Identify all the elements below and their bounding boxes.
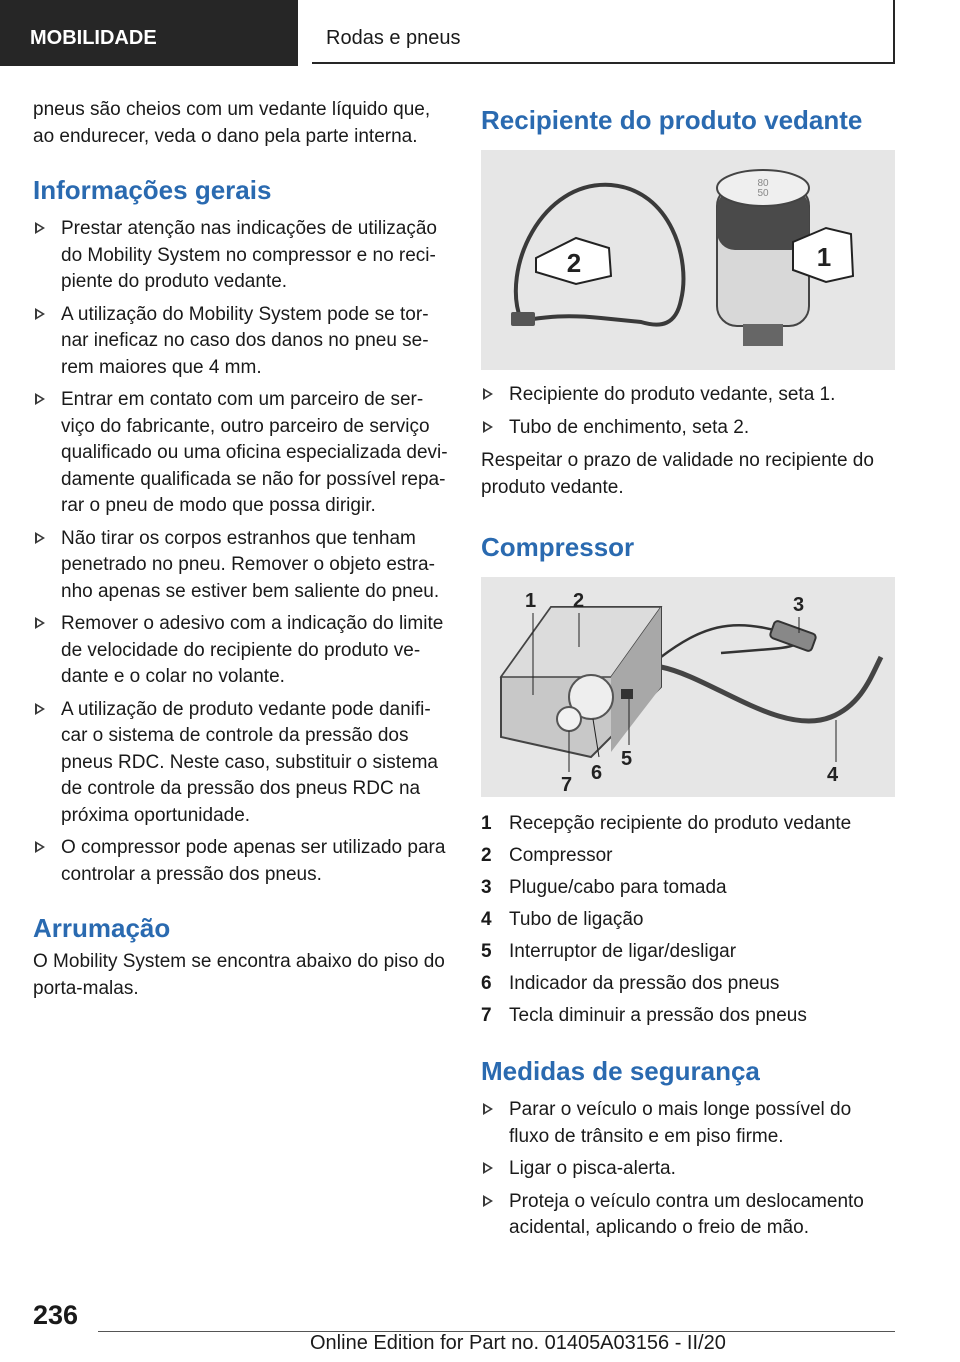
bullet-triangle-icon [35, 617, 45, 629]
safety-list [481, 1097, 896, 1242]
sealant-container-illustration [481, 150, 895, 370]
bullet-triangle-icon [483, 1103, 493, 1115]
list-item: A utilização do Mobility System pode se tornar ineficaz no caso dos danos no pneu serem maiores que 4 mm. [33, 302, 448, 382]
intro-paragraph: pneus são cheios com um vedante líquido que, ao endurecer, veda o dano pela parte interna. [33, 99, 431, 147]
bullet-triangle-icon [483, 388, 493, 400]
list-item: 5 Interruptor de ligar/desligar [481, 941, 737, 962]
bullet-triangle-icon [35, 703, 45, 715]
footer-edition: Online Edition for Part no. 01405A03156 - II/20 [310, 1332, 726, 1354]
sealant-container-figure [481, 150, 895, 370]
callout-7-label: 7 [561, 774, 573, 796]
list-item: 4 Tubo de ligação [481, 909, 644, 930]
callout-1-label: 1 [525, 590, 537, 612]
chapter-tab [312, 0, 895, 64]
list-item: Proteja o veículo contra um deslocamento acidental, aplicando o freio de mão. [481, 1189, 896, 1242]
list-item: Não tirar os corpos estranhos que tenham penetrado no pneu. Remover o objeto estranho apenas se estiver bem saliente do pneu. [33, 526, 448, 606]
cap-scale-bottom-label: 50 [757, 188, 769, 199]
bullet-triangle-icon [483, 1195, 493, 1207]
right-column [481, 96, 896, 1248]
compressor-heading: Compressor [481, 532, 635, 562]
page-number: 236 [33, 1300, 79, 1330]
general-info-heading: Informações gerais [33, 175, 272, 205]
list-item: 7 Tecla diminuir a pressão dos pneus [481, 1005, 807, 1026]
sealant-container-list [481, 382, 896, 441]
list-item: Entrar em contato com um parceiro de serviço do fabricante, outro parceiro de serviço qualificado ou uma oficina especializada devidamente qualificada se não for possível reparar o pneu de modo que possa dirigir. [33, 387, 448, 520]
list-item: Prestar atenção nas indicações de utilização do Mobility System no compressor e no recipiente do produto vedante. [33, 216, 448, 296]
arrow-2-label: 2 [566, 248, 582, 278]
left-column [33, 96, 448, 1002]
list-item: Remover o adesivo com a indicação do limite de velocidade do recipiente do produto vedante e o colar no volante. [33, 611, 448, 691]
list-item: A utilização de produto vedante pode danificar o sistema de controle da pressão dos pneus RDC. Neste caso, substituir o sistema de controle da pressão dos pneus RDC na próxima oportunidade. [33, 697, 448, 830]
callout-3-label: 3 [793, 594, 805, 616]
bullet-triangle-icon [35, 308, 45, 320]
bullet-triangle-icon [35, 222, 45, 234]
bullet-triangle-icon [483, 421, 493, 433]
bullet-triangle-icon [35, 532, 45, 544]
general-info-list [33, 216, 448, 888]
chapter-title: Rodas e pneus [326, 27, 461, 49]
list-item: 3 Plugue/cabo para tomada [481, 877, 727, 898]
list-item: Ligar o pisca-alerta. [481, 1156, 896, 1183]
callout-6-label: 6 [591, 762, 603, 784]
storage-heading: Arrumação [33, 913, 171, 943]
callout-2-label: 2 [573, 590, 585, 612]
list-item: 2 Compressor [481, 845, 613, 866]
list-item: 1 Recepção recipiente do produto vedante [481, 813, 852, 834]
cap-scale-top-label: 80 [757, 178, 769, 189]
expiry-note: Respeitar o prazo de validade no recipiente do produto vedante. [481, 450, 874, 498]
callout-4-label: 4 [827, 764, 839, 786]
compressor-parts-list [481, 811, 896, 1029]
bullet-triangle-icon [35, 393, 45, 405]
compressor-figure [481, 577, 895, 797]
sealant-container-heading: Recipiente do produto vedante [481, 105, 863, 135]
list-item: Recipiente do produto vedante, seta 1. [481, 382, 896, 409]
callout-5-label: 5 [621, 748, 633, 770]
compressor-illustration [481, 577, 895, 797]
section-tab [0, 0, 298, 66]
arrow-1-label: 1 [816, 242, 832, 272]
storage-paragraph: O Mobility System se encontra abaixo do piso do porta-malas. [33, 951, 445, 999]
bullet-triangle-icon [35, 841, 45, 853]
list-item: 6 Indicador da pressão dos pneus [481, 973, 780, 994]
bullet-triangle-icon [483, 1162, 493, 1174]
arrow-2-icon [536, 238, 611, 284]
section-title: MOBILIDADE [30, 27, 157, 49]
list-item: Parar o veículo o mais longe possível do fluxo de trânsito e em piso firme. [481, 1097, 896, 1150]
list-item: Tubo de enchimento, seta 2. [481, 415, 896, 442]
list-item: O compressor pode apenas ser utilizado para controlar a pressão dos pneus. [33, 835, 448, 888]
safety-heading: Medidas de segurança [481, 1056, 760, 1086]
